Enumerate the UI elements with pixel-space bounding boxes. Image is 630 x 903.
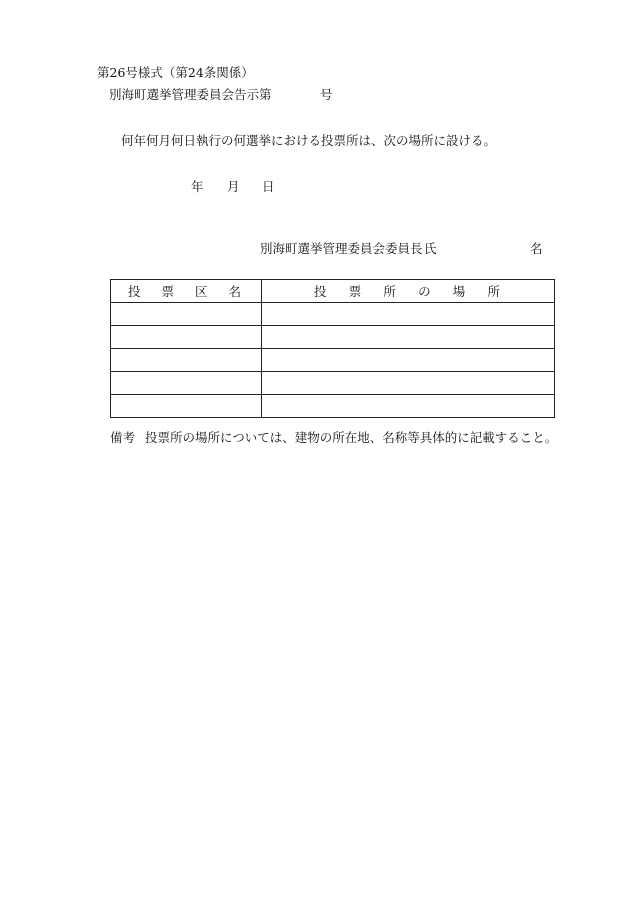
notice-header-suffix: 号 xyxy=(320,87,333,102)
signature-name-left: 氏 xyxy=(424,241,437,256)
header-char: 区 xyxy=(194,284,208,299)
header-char: の xyxy=(418,284,431,299)
remark-text: 投票所の場所については、建物の所在地、名称等具体的に記載すること。 xyxy=(145,430,558,445)
header-char: 所 xyxy=(487,284,500,299)
place-cell xyxy=(262,303,555,326)
table-row xyxy=(111,326,555,349)
remark-label: 備考 xyxy=(110,430,136,445)
header-place-location xyxy=(262,280,555,303)
header-char: 票 xyxy=(348,284,362,299)
date-day: 日 xyxy=(262,179,275,194)
table-row xyxy=(111,349,555,372)
table-header-row xyxy=(111,280,555,303)
header-char: 場 xyxy=(452,284,466,299)
district-cell xyxy=(111,372,262,395)
table-row xyxy=(111,395,555,418)
place-cell xyxy=(262,395,555,418)
notice-header-prefix: 別海町選挙管理委員会告示第 xyxy=(109,87,272,102)
header-char: 名 xyxy=(228,284,241,299)
polling-place-table xyxy=(110,279,555,418)
header-char: 所 xyxy=(383,284,396,299)
header-district-name xyxy=(111,280,262,303)
district-cell xyxy=(111,326,262,349)
header-char: 票 xyxy=(161,284,174,299)
table-row xyxy=(111,372,555,395)
signature-title: 別海町選挙管理委員会委員長 xyxy=(260,241,423,256)
header-char: 投 xyxy=(128,284,141,299)
signature-name-right: 名 xyxy=(530,241,543,256)
date-year: 年 xyxy=(191,179,204,194)
district-cell xyxy=(111,349,262,372)
district-cell xyxy=(111,303,262,326)
body-text: 何年何月何日執行の何選挙における投票所は、次の場所に設ける。 xyxy=(121,133,497,148)
place-cell xyxy=(262,349,555,372)
form-number: 第26号様式（第24条関係） xyxy=(97,65,254,80)
date-month: 月 xyxy=(227,179,240,194)
place-cell xyxy=(262,372,555,395)
place-cell xyxy=(262,326,555,349)
header-char: 投 xyxy=(314,284,327,299)
district-cell xyxy=(111,395,262,418)
table-row xyxy=(111,303,555,326)
